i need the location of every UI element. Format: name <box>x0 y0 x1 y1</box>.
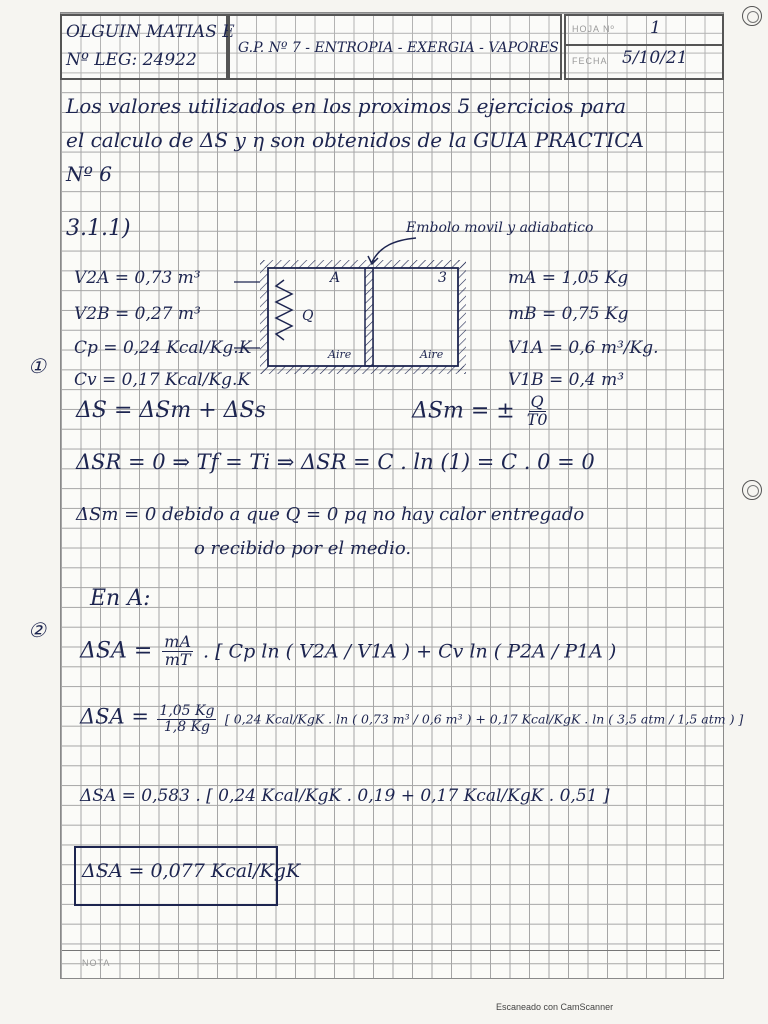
hoja-label: HOJA Nº <box>572 24 615 34</box>
eq-entropy-medium-pre: ΔSm = ± <box>412 398 515 424</box>
eq5-body: [ 0,24 Kcal/KgK . ln ( 0,73 m³ / 0,6 m³ ) + 0,17 Kcal/KgK . ln ( 3,5 atm / 1,5 atm ) ] <box>224 711 744 727</box>
eq4-frac <box>162 634 193 669</box>
eq5-pre: ΔSA = <box>80 704 149 729</box>
eq-entropy-a-formula <box>80 634 616 669</box>
value-v2b: V2B = 0,27 m³ <box>74 304 201 324</box>
value-v2a: V2A = 0,73 m³ <box>74 268 201 288</box>
eq-entropy-a-partial: ΔSA = 0,583 . [ 0,24 Kcal/KgK . 0,19 + 0,17 Kcal/KgK . 0,51 ] <box>80 786 610 806</box>
eq5-num: 1,05 Kg <box>159 703 215 719</box>
section-en-a: En A: <box>90 586 151 611</box>
student-legajo: Nº LEG: 24922 <box>66 50 197 70</box>
air-label-b: Aire <box>420 348 444 361</box>
student-name: OLGUIN MATIAS E <box>66 22 235 42</box>
eq5-frac <box>157 704 216 734</box>
exercise-number: 3.1.1) <box>66 216 131 241</box>
eq4-body: . [ Cp ln ( V2A / V1A ) + Cv ln ( P2A / P1A ) <box>203 640 617 663</box>
air-label-a: Aire <box>328 348 352 361</box>
page-title: G.P. Nº 7 - ENTROPIA - EXERGIA - VAPORES <box>238 40 559 56</box>
margin-mark-1: ① <box>28 354 46 378</box>
eq4-den: mT <box>164 649 191 669</box>
eq5-den: 1,8 Kg <box>163 718 210 735</box>
intro-line-1: Los valores utilizados en los proximos 5 ejercicios para <box>66 94 627 118</box>
margin-mark-2: ② <box>28 618 46 642</box>
tank-label-b: 3 <box>438 270 447 286</box>
eq-entropy-r: ΔSR = 0 ⇒ Tf = Ti ⇒ ΔSR = C . ln (1) = C . 0 = 0 <box>76 450 595 474</box>
eq-entropy-medium <box>412 394 553 429</box>
frac-den-t0: T0 <box>526 409 548 429</box>
hoja-value: 1 <box>650 18 661 38</box>
scanner-watermark: Escaneado con CamScanner <box>496 1002 614 1012</box>
tank-label-a: A <box>330 270 341 286</box>
value-v1a: V1A = 0,6 m³/Kg. <box>508 338 659 358</box>
value-cv: Cv = 0,17 Kcal/Kg.K <box>74 370 251 390</box>
binder-hole-2 <box>742 480 762 500</box>
nota-label: NOTA <box>82 958 111 968</box>
value-cp: Cp = 0,24 Kcal/Kg.K <box>74 338 252 358</box>
eq4-pre: ΔSA = <box>80 638 153 664</box>
intro-line-3: Nº 6 <box>66 162 112 186</box>
eq4-num: mA <box>164 632 192 651</box>
eq-medium-zero-2: o recibido por el medio. <box>194 538 412 559</box>
eq-entropy-a-values <box>80 704 743 734</box>
value-mb: mB = 0,75 Kg <box>508 304 629 324</box>
fecha-value: 5/10/21 <box>622 48 688 68</box>
frac-num-q: Q <box>530 392 544 411</box>
result-entropy-a: ΔSA = 0,077 Kcal/KgK <box>82 860 301 882</box>
value-v1b: V1B = 0,4 m³ <box>508 370 625 390</box>
fecha-label: FECHA <box>572 56 608 66</box>
value-ma: mA = 1,05 Kg <box>508 268 629 288</box>
eq-entropy-medium-frac <box>525 394 550 429</box>
eq-medium-zero-1: ΔSm = 0 debido a que Q = 0 pq no hay calor entregado <box>76 504 585 525</box>
binder-hole-1 <box>742 6 762 26</box>
diagram-note: Embolo movil y adiabatico <box>406 220 594 236</box>
graph-paper-sheet <box>60 12 724 979</box>
heat-label: Q <box>302 308 314 324</box>
intro-line-2: el calculo de ΔS y η son obtenidos de la GUIA PRACTICA <box>66 128 644 152</box>
nota-divider <box>62 950 720 951</box>
eq-entropy-total: ΔS = ΔSm + ΔSs <box>76 398 266 423</box>
